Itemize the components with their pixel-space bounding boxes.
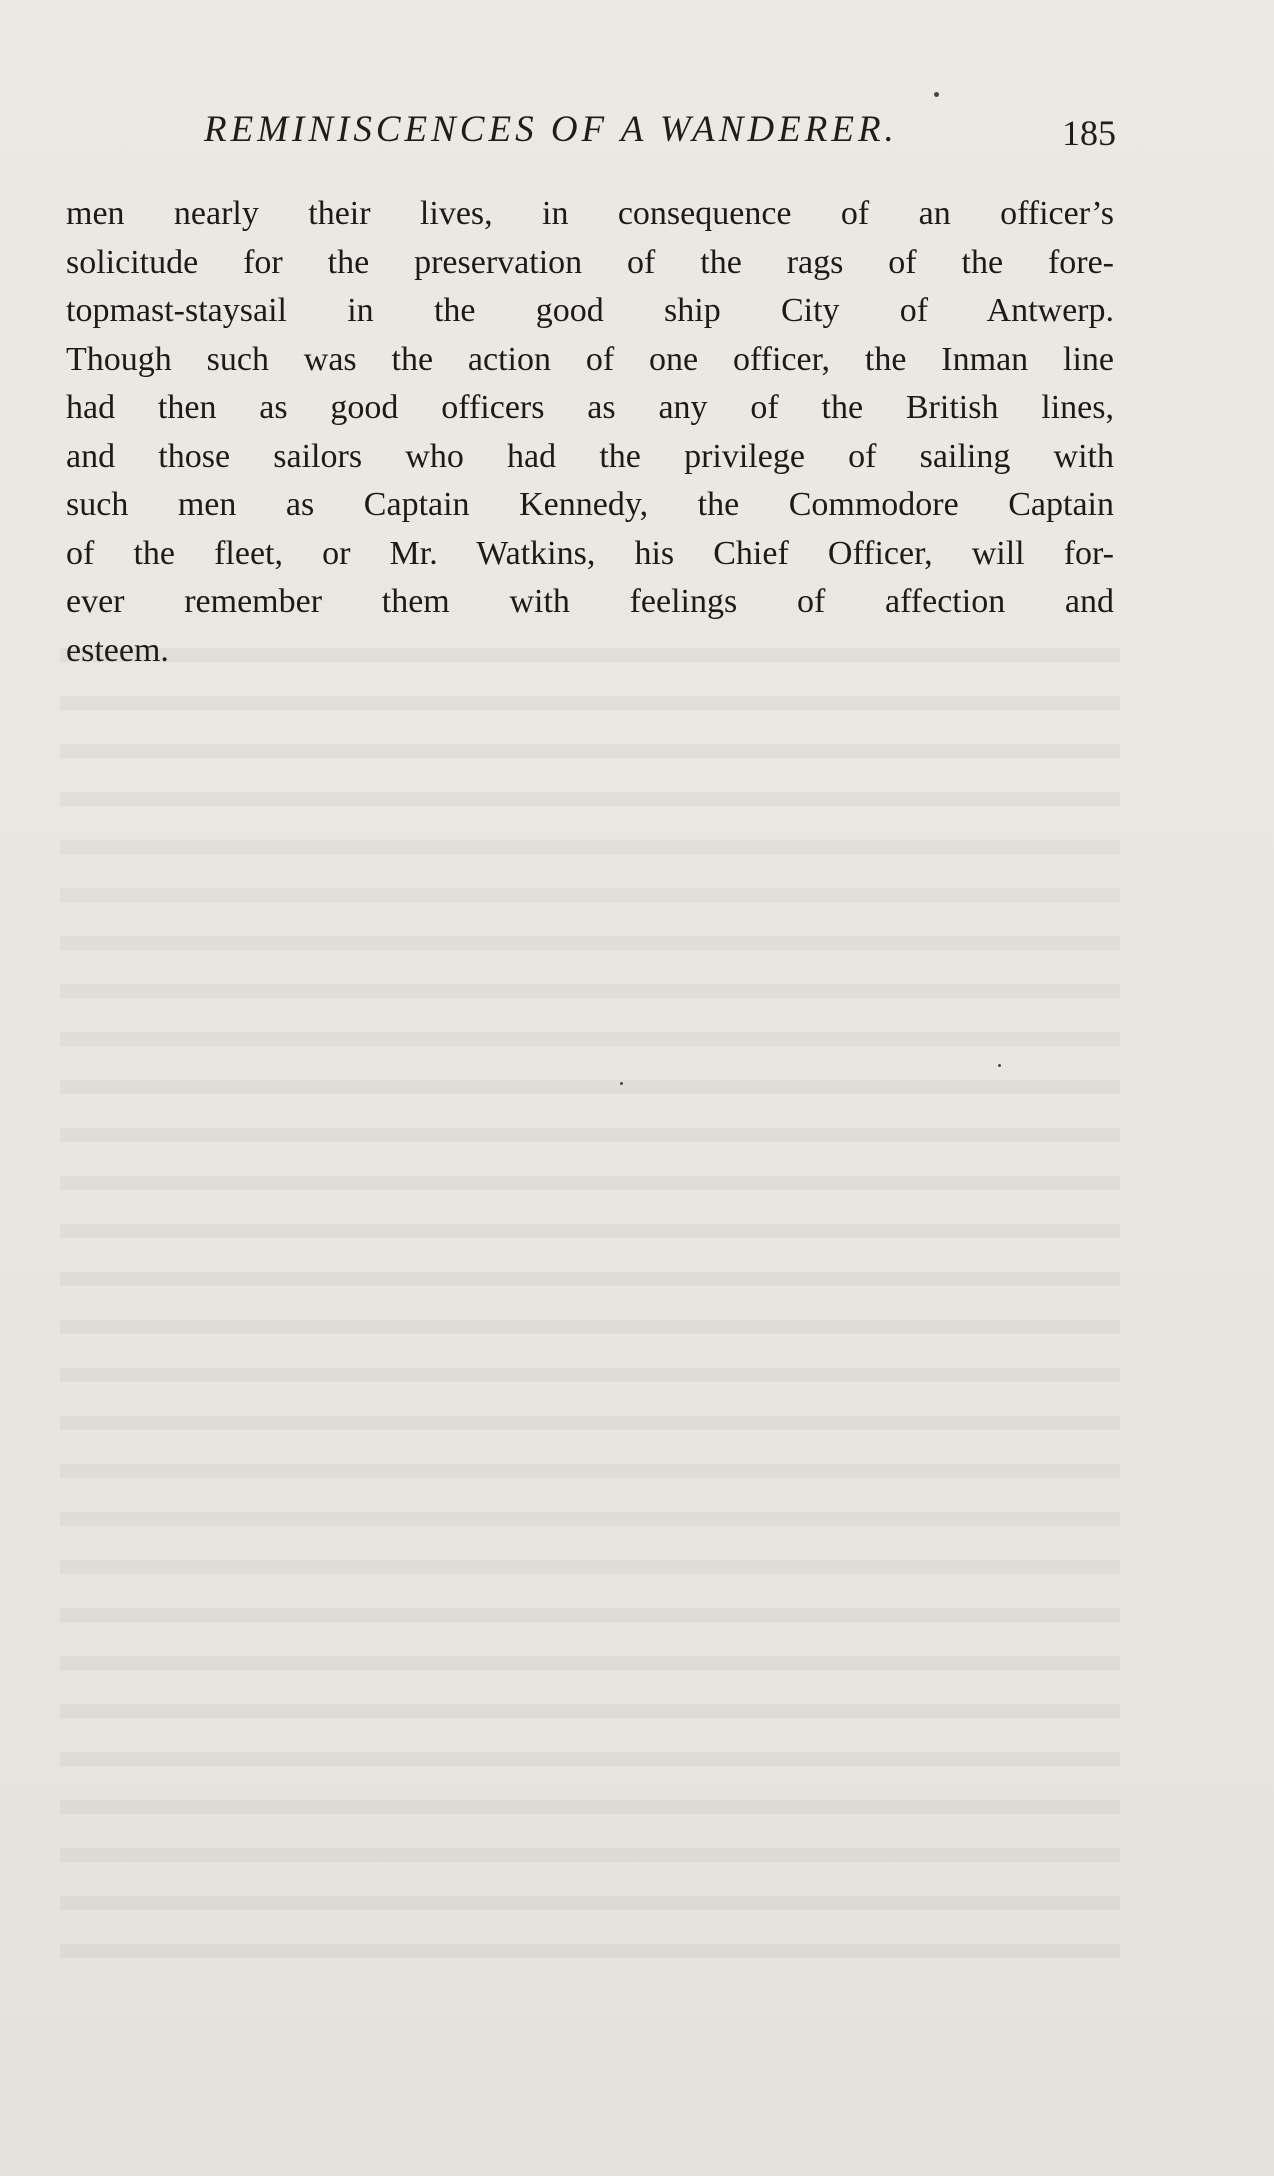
ink-speck — [620, 1082, 623, 1085]
text-line: such men as Captain Kennedy, the Commodore Captain — [66, 486, 1114, 523]
text-line: Though such was the action of one officer, the Inman line — [66, 340, 1114, 378]
text-line: topmast-staysail in the good ship City of Antwerp. — [66, 292, 1114, 329]
text-line: esteem. — [66, 631, 169, 669]
running-title: REMINISCENCES OF A WANDERER. — [204, 109, 898, 150]
text-line: solicitude for the preservation of the rags of the fore- — [66, 243, 1114, 281]
text-line: ever remember them with feelings of affection and — [66, 583, 1114, 620]
page-number: 185 — [1062, 113, 1116, 153]
page-header — [66, 108, 1116, 158]
show-through-texture — [60, 630, 1120, 1960]
text-line: men nearly their lives, in consequence of an officer’s — [66, 195, 1114, 232]
ink-speck — [998, 1064, 1001, 1067]
text-line: had then as good officers as any of the British lines, — [66, 389, 1114, 426]
text-line: and those sailors who had the privilege of sailing with — [66, 437, 1114, 475]
ink-speck — [934, 92, 939, 97]
text-line: of the fleet, or Mr. Watkins, his Chief Officer, will for- — [66, 534, 1114, 572]
body-paragraph — [66, 190, 1114, 675]
